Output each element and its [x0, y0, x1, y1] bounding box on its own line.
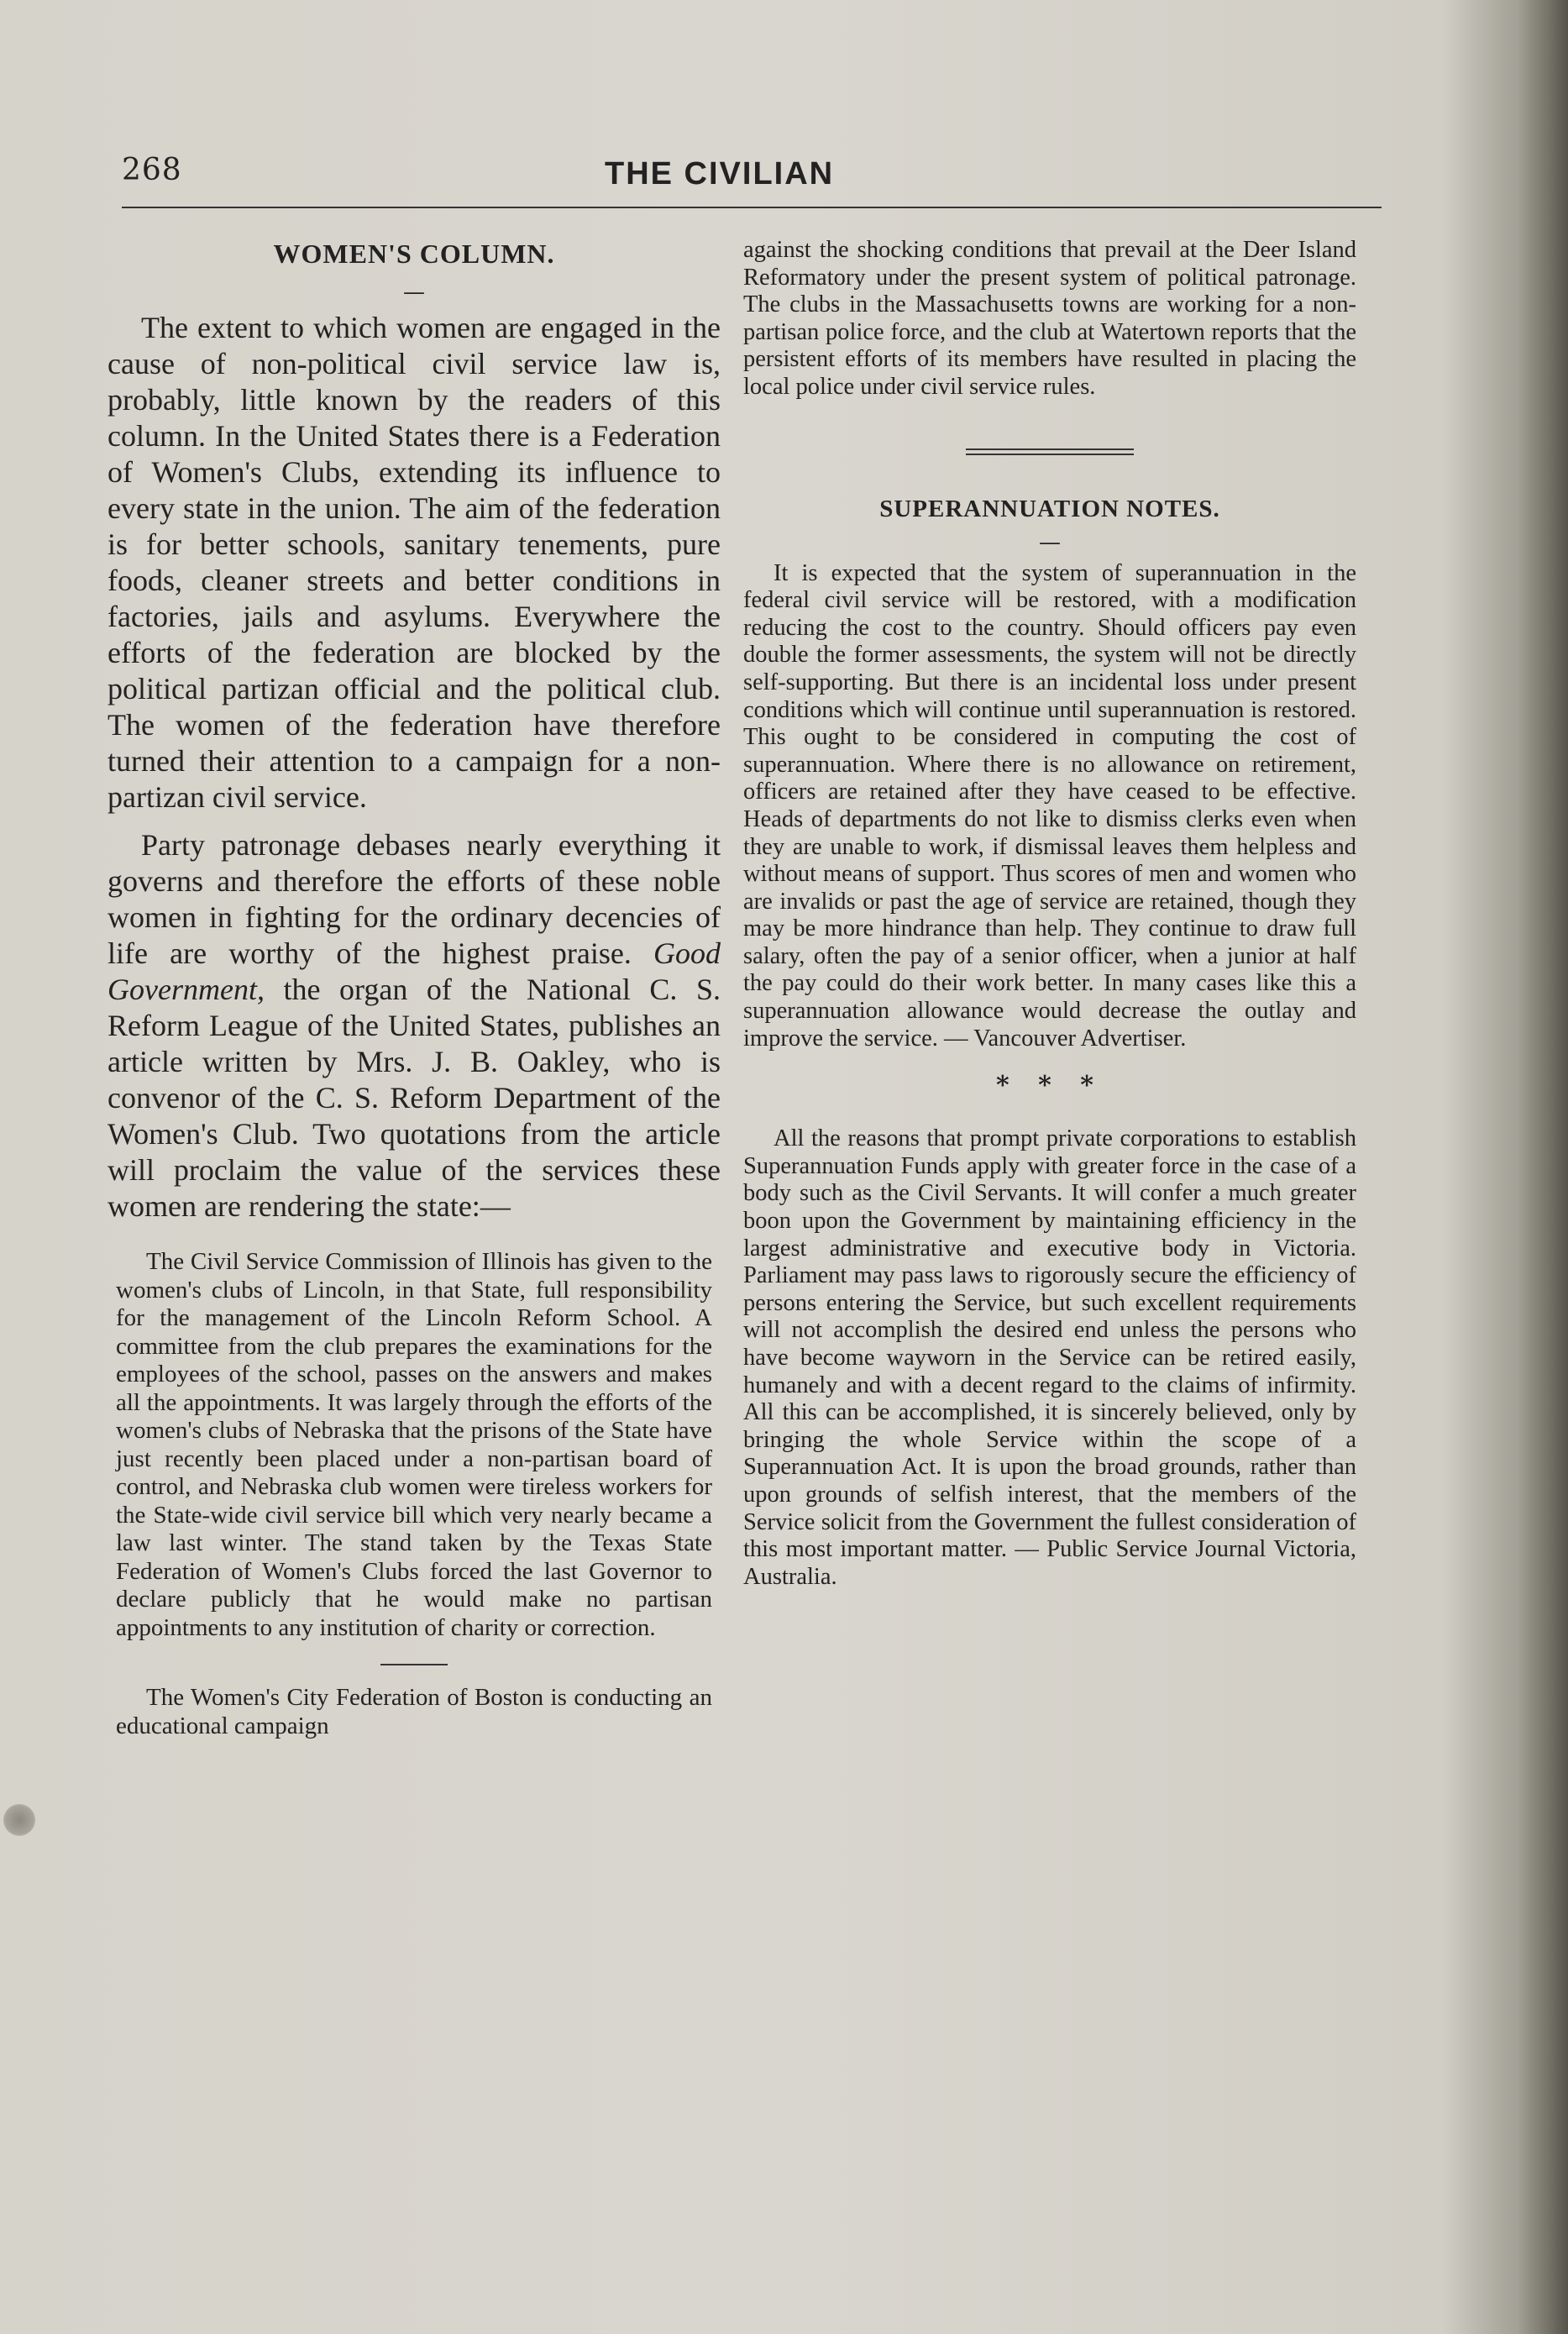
womens-column-title: WOMEN'S COLUMN. [273, 239, 555, 269]
section-dash: — [1039, 529, 1061, 555]
quotation-2-continued: against the shocking conditions that prevail at the Deer Island Reformatory under the present system of political patronage. The clubs in the Massachusetts towns are working for a non-partisan police force, and the club at Watertown reports that the persistent efforts of its members have resulted in placing the local police under civil service rules. [743, 237, 1356, 400]
running-head-title: THE CIVILIAN [605, 156, 835, 191]
asterism-separator: * * * [996, 1071, 1104, 1101]
womens-column-paragraph-2 [108, 827, 721, 1225]
superannuation-paragraph-1: It is expected that the system of superannuation in the federal civil service will be restored, with a modification reducing the cost to the country. Should officers pay even double the former assessments, the system will not be directly self-supporting. But there is an incidental loss under present conditions which will continue until superannuation is restored. This ought to be considered in computing the cost of superannuation. Where there is no allowance on retirement, officers are retained after they have ceased to be effective. Heads of departments do not like to dismiss clerks even when they are unable to work, if dismissal leaves them helpless and without means of support. Thus scores of men and women who are invalids or past the age of service are retained, though they may be more hindrance than help. They continue to draw full salary, often the pay of a senior officer, when a junior at half the pay could do their work better. In many cases like this a superannuation allowance would decrease the outlay and improve the service. — Vancouver Advertiser. [743, 559, 1356, 1052]
quotation-separator [380, 1664, 448, 1665]
book-spine-shadow [1518, 0, 1568, 2334]
good-government-italic: Good Government, [108, 936, 721, 1006]
superannuation-paragraph-2: All the reasons that prompt private corporations to establish Superannuation Funds apply with greater force in the case of a body such as the Civil Servants. It will confer a much greater boon upon the Government by maintaining efficiency in the largest administrative and executive body in Victoria. Parliament may pass laws to rigorously secure the efficiency of persons entering the Service, but such excellent requirements will not accomplish the desired end unless the persons who have become wayworn in the Service can be retired easily, humanely and with a decent regard to the claims of infirmity. All this can be accomplished, it is sincerely believed, only by bringing the whole Service within the scope of a Superannuation Act. It is upon the broad grounds, rather than upon grounds of selfish interest, that the members of the Service solicit from the Government the fullest consideration of this most important matter. — Public Service Journal Victoria, Australia. [743, 1125, 1356, 1590]
page-number: 268 [122, 153, 182, 187]
womens-column-paragraph-1: The extent to which women are engaged in the cause of non-political civil service law is, probably, little known by the readers of this column. In the United States there is a Federation of Women's Clubs, extending its influence to every state in the union. The aim of the federation is for better schools, sanitary tenements, pure foods, cleaner streets and better conditions in factories, jails and asylums. Everywhere the efforts of the federation are blocked by the political partizan official and the political club. The women of the federation have therefore turned their attention to a campaign for a non-partizan civil service. [108, 311, 721, 814]
quotation-1: The Civil Service Commission of Illinois has given to the women's clubs of Lincoln, in that State, full responsibility for the management of the Lincoln Reform School. A committee from the club prepares the examinations for the employees of the school, passes on the answers and makes all the appointments. It was largely through the efforts of the women's clubs of Nebraska that the prisons of the State have just recently been placed under a non-partisan board of control, and Nebraska club women were tireless workers for the State-wide civil service bill which very nearly became a law last winter. The stand taken by the Texas State Federation of Women's Clubs forced the last Governor to declare publicly that he would make no partisan appointments to any institution of charity or correction. [116, 1248, 712, 1641]
superannuation-notes-title: SUPERANNUATION NOTES. [879, 495, 1220, 522]
header-rule [122, 207, 1382, 208]
paper-stain [3, 1804, 35, 1836]
paragraph-2-text-b: the organ of the National C. S. Reform League of the United States, publishes an article written by Mrs. J. B. Oakley, who is convenor of the C. S. Reform Department of the Women's Club. Two quotations from the article will proclaim the value of the services these women are rendering the state:— [108, 973, 721, 1223]
title-dash: — [403, 280, 425, 305]
right-column [743, 227, 1356, 1599]
quotation-2-start: The Women's City Federation of Boston is conducting an educational campaign [116, 1684, 712, 1739]
section-double-rule [966, 448, 1134, 459]
left-column [108, 227, 721, 1750]
paragraph-2-text-a: Party patronage debases nearly everything it governs and therefore the efforts of these noble women in fighting for the ordinary decencies of life are worthy of the highest praise. [108, 828, 721, 970]
